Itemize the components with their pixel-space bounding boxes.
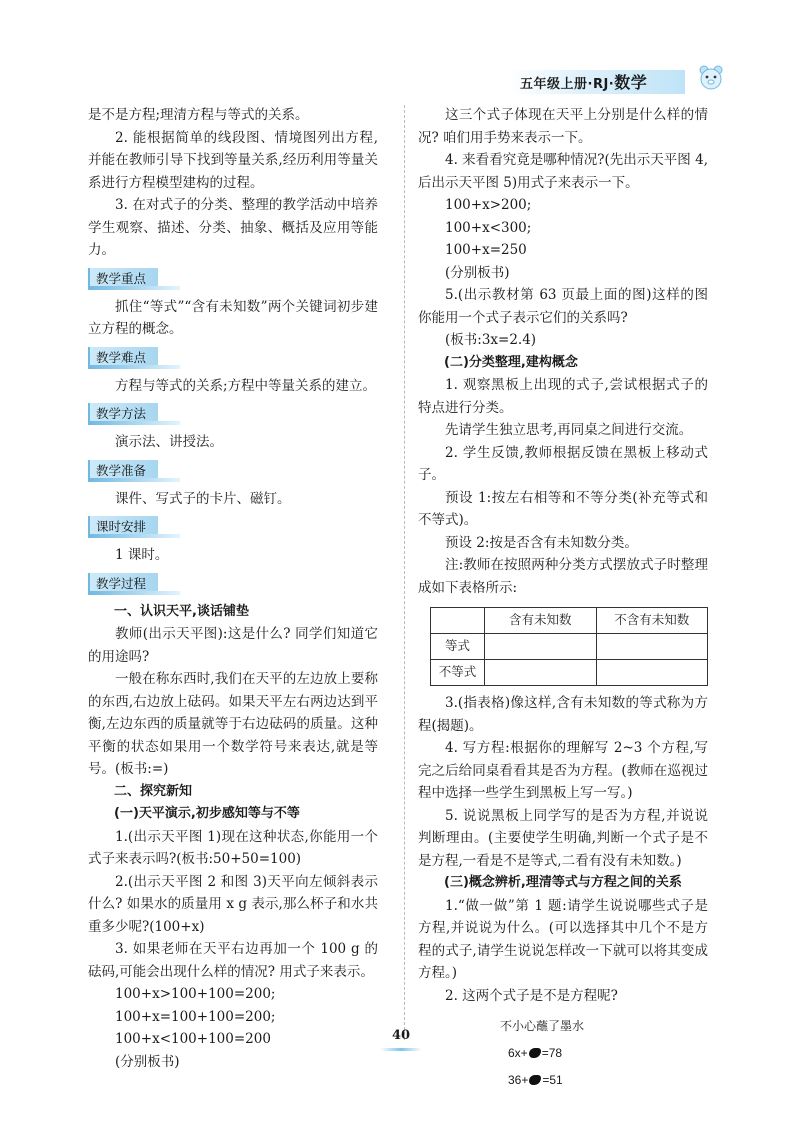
- tag-underline: [88, 534, 180, 538]
- tag-key-points: 教学重点: [88, 268, 158, 289]
- header-book: 五年级上册·RJ·: [520, 77, 615, 92]
- table-row-label: 不等式: [431, 660, 485, 686]
- ink-eq1-right: =78: [541, 1046, 563, 1060]
- objective-2: 2. 能根据简单的线段图、情境图列出方程,并能在教师引导下找到等量关系,经历利用等量关系进行方程模型建构的过程。: [88, 129, 378, 191]
- page-number-underline: [380, 1048, 422, 1051]
- tag-underline: [88, 286, 180, 290]
- section-difficulties: [88, 347, 378, 371]
- left-column: [88, 104, 378, 1073]
- section-key-points: [88, 268, 378, 292]
- question-5: 5.(出示教材第 63 页最上面的图)这样的图你能用一个式子表示它们的关系吗?: [418, 287, 708, 326]
- ink-eq2-left: 36+: [508, 1073, 529, 1087]
- classification-table: [430, 607, 708, 686]
- board-note-2: (分别板书): [445, 264, 510, 281]
- key-points-text: 抓住“等式”“含有未知数”两个关键词初步建立方程的概念。: [88, 298, 378, 337]
- write-equation: 4. 写方程:根据你的理解写 2~3 个方程,写完之后给同桌看看其是否为方程。(教师在巡视过程中选择一些学生到黑板上写一写。): [418, 740, 708, 801]
- ink-equation-2: [418, 1067, 708, 1094]
- classify-2: 2. 学生反馈,教师根据反馈在黑板上移动式子。: [418, 444, 708, 483]
- board-equation: (板书:3x=2.4): [445, 332, 537, 348]
- objective-3: 3. 在对式子的分类、整理的教学活动中培养学生观察、描述、分类、抽象、概括及应用等能力。: [88, 197, 378, 258]
- equation-1: 100+x>100+100=200;: [115, 986, 276, 1002]
- step-1-para-2: 一般在称东西时,我们在天平的左边放上要称的东西,右边放上砝码。如果天平左右两边达到平衡,左边东西的质量就等于右边砝码的质量。这种平衡的状态如果用一个数学符号来表达,就是等号。(板书:=): [88, 671, 378, 777]
- equation-3: 100+x<100+100=200: [115, 1031, 271, 1047]
- preparation-text: 课件、写式子的卡片、磁钉。: [115, 490, 291, 507]
- tag-methods: 教学方法: [88, 403, 158, 424]
- table-header-cell: 含有未知数: [485, 608, 596, 634]
- page-number: 40: [391, 1028, 411, 1043]
- table-row: [431, 634, 708, 660]
- question-2: 2.(出示天平图 2 和图 3)天平向左倾斜表示什么? 如果水的质量用 x g 表示,那么杯子和水共重多少呢?(100+x): [88, 873, 378, 935]
- classify-hint: 先请学生独立思考,再同桌之间进行交流。: [445, 422, 693, 438]
- section-methods: [88, 403, 378, 427]
- table-cell: [485, 634, 596, 660]
- table-note: 注:教师在按照两种分类方式摆放式子时整理成如下表格所示:: [418, 557, 708, 596]
- equation-5: 100+x<300;: [445, 219, 532, 236]
- ink-eq1-left: 6x+: [508, 1046, 528, 1060]
- classify-1: 1. 观察黑板上出现的式子,尝试根据式子的特点进行分类。: [418, 377, 708, 416]
- column-divider: [404, 105, 405, 1040]
- table-cell: [596, 634, 707, 660]
- bear-mascot-icon: [696, 62, 726, 92]
- right-para-1: 这三个式子体现在天平上分别是什么样的情况? 咱们用手势来表示一下。: [418, 107, 708, 146]
- tag-underline: [88, 365, 180, 369]
- equation-6: 100+x=250: [445, 242, 527, 258]
- question-4: 4. 来看看究竟是哪种情况?(先出示天平图 4,后出示天平图 5)用式子来表示一下。: [418, 152, 708, 191]
- tag-schedule: 课时安排: [88, 516, 158, 537]
- question-1: 1.(出示天平图 1)现在这种状态,你能用一个式子来表示吗?(板书:50+50=100): [88, 828, 378, 867]
- difficulties-text: 方程与等式的关系;方程中等量关系的建立。: [115, 377, 377, 394]
- tag-difficulties: 教学难点: [88, 347, 158, 368]
- preset-1: 预设 1:按左右相等和不等分类(补充等式和不等式)。: [418, 489, 708, 528]
- step-1-para-1: 教师(出示天平图):这是什么? 同学们知道它的用途吗?: [88, 626, 378, 665]
- table-header-row: [431, 608, 708, 634]
- ink-caption: 不小心蘸了墨水: [500, 1019, 585, 1033]
- tag-preparation: 教学准备: [88, 460, 158, 481]
- table-row-label: 等式: [431, 634, 485, 660]
- section-preparation: [88, 460, 378, 484]
- schedule-text: 1 课时。: [115, 547, 169, 563]
- header-title: [520, 70, 647, 93]
- exercise-1: 1.“做一做”第 1 题:请学生说说哪些式子是方程,并说说为什么。(可以选择其中几个不是方程的式子,请学生说说怎样改一下就可以将其变成方程。): [418, 897, 708, 981]
- table-row: [431, 660, 708, 686]
- table-cell: [596, 660, 707, 686]
- right-column: [418, 104, 708, 1094]
- section-schedule: [88, 516, 378, 540]
- ink-blot-icon: [529, 1075, 541, 1085]
- step-2-subtitle-1: (一)天平演示,初步感知等与不等: [114, 806, 300, 821]
- board-note: (分别板书): [115, 1053, 180, 1070]
- define-equation: 3.(指表格)像这样,含有未知数的等式称为方程(揭题)。: [418, 695, 708, 734]
- step-2-subtitle-3: (三)概念辨析,理清等式与方程之间的关系: [444, 875, 682, 890]
- section-process: [88, 573, 378, 597]
- tag-process: 教学过程: [88, 573, 158, 594]
- tag-underline: [88, 421, 180, 425]
- equation-2: 100+x=100+100=200;: [115, 1008, 276, 1025]
- ink-equation-1: [418, 1040, 708, 1067]
- judge-equation: 5. 说说黑板上同学写的是否为方程,并说说判断理由。(主要使学生明确,判断一个式子是不是方程,一看是不是等式,二看有没有未知数。): [418, 807, 708, 869]
- tag-underline: [88, 591, 180, 595]
- exercise-2: 2. 这两个式子是不是方程呢?: [445, 987, 618, 1004]
- step-1-title: 一、认识天平,谈话铺垫: [114, 603, 249, 619]
- objective-1-tail: 是不是方程;理清方程与等式的关系。: [88, 107, 309, 123]
- table-cell: [485, 660, 596, 686]
- table-header-cell: 不含有未知数: [596, 608, 707, 634]
- methods-text: 演示法、讲授法。: [115, 434, 223, 450]
- preset-2: 预设 2:按是否含有未知数分类。: [445, 534, 638, 551]
- table-header-cell: [431, 608, 485, 634]
- page-header: [500, 62, 740, 100]
- equation-4: 100+x>200;: [445, 197, 532, 213]
- step-2-subtitle-2: (二)分类整理,建构概念: [444, 354, 578, 370]
- tag-underline: [88, 478, 180, 482]
- step-2-title: 二、探究新知: [114, 783, 193, 799]
- ink-eq2-right: =51: [542, 1073, 563, 1087]
- header-subject: 数学: [614, 73, 648, 92]
- question-3: 3. 如果老师在天平右边再加一个 100 g 的砝码,可能会出现什么样的情况? 用式子来表示。: [88, 941, 378, 980]
- ink-blot-icon: [529, 1048, 541, 1058]
